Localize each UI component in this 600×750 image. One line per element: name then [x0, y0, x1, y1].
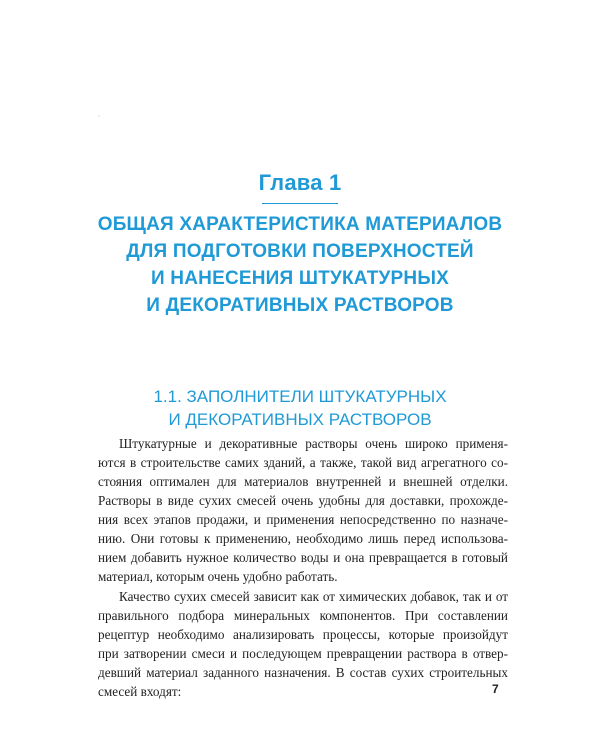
paragraph	[98, 587, 508, 701]
text-line: смесей входят:	[98, 684, 182, 699]
chapter-title	[60, 211, 540, 319]
body-text	[98, 434, 508, 701]
text-line: Растворы в виде сухих смесей очень удобны для доставки, прохожде-	[98, 493, 508, 508]
chapter-underline	[262, 203, 338, 204]
text-line: при затворении смеси и последующем превращении раствора в отвер-	[98, 646, 508, 661]
page-number: 7	[492, 682, 499, 696]
section-title-line: И ДЕКОРАТИВНЫХ РАСТВОРОВ	[168, 410, 432, 429]
section-title	[60, 385, 540, 431]
section-title-line: 1.1. ЗАПОЛНИТЕЛИ ШТУКАТУРНЫХ	[153, 387, 447, 406]
text-line: Штукатурные и декоративные растворы очень широко применя-	[119, 436, 508, 451]
text-line: правильного подбора минеральных компонентов. При составлении	[98, 608, 508, 623]
paragraph	[98, 434, 508, 586]
chapter-title-line: И НАНЕСЕНИЯ ШТУКАТУРНЫХ	[150, 268, 450, 289]
text-line: рецептур необходимо анализировать процессы, которые произойдут	[98, 627, 508, 642]
chapter-title-line: И ДЕКОРАТИВНЫХ РАСТВОРОВ	[146, 295, 454, 316]
text-line: девший материал заданного назначения. В состав сухих строительных	[98, 665, 508, 680]
chapter-title-line: ОБЩАЯ ХАРАКТЕРИСТИКА МАТЕРИАЛОВ	[97, 214, 503, 235]
text-line: ния всех этапов продажи, и применения непосредственно по назначе-	[98, 512, 508, 527]
text-line: нием добавить нужное количество воды и она превращается в готовый	[98, 550, 508, 565]
chapter-title-line: ДЛЯ ПОДГОТОВКИ ПОВЕРХНОСТЕЙ	[126, 241, 474, 262]
text-line: материал, которым очень удобно работать.	[98, 569, 338, 584]
print-speck	[98, 115, 100, 117]
text-line: стояния оптимален для материалов внутренней и внешней отделки.	[98, 474, 508, 489]
text-line: Качество сухих смесей зависит как от химических добавок, так и от	[119, 589, 508, 604]
chapter-label: Глава 1	[258, 170, 342, 195]
text-line: нию. Они готовы к применению, необходимо лишь перед использова-	[98, 531, 508, 546]
text-line: ются в строительстве самих зданий, а также, такой вид агрегатного со-	[98, 455, 508, 470]
